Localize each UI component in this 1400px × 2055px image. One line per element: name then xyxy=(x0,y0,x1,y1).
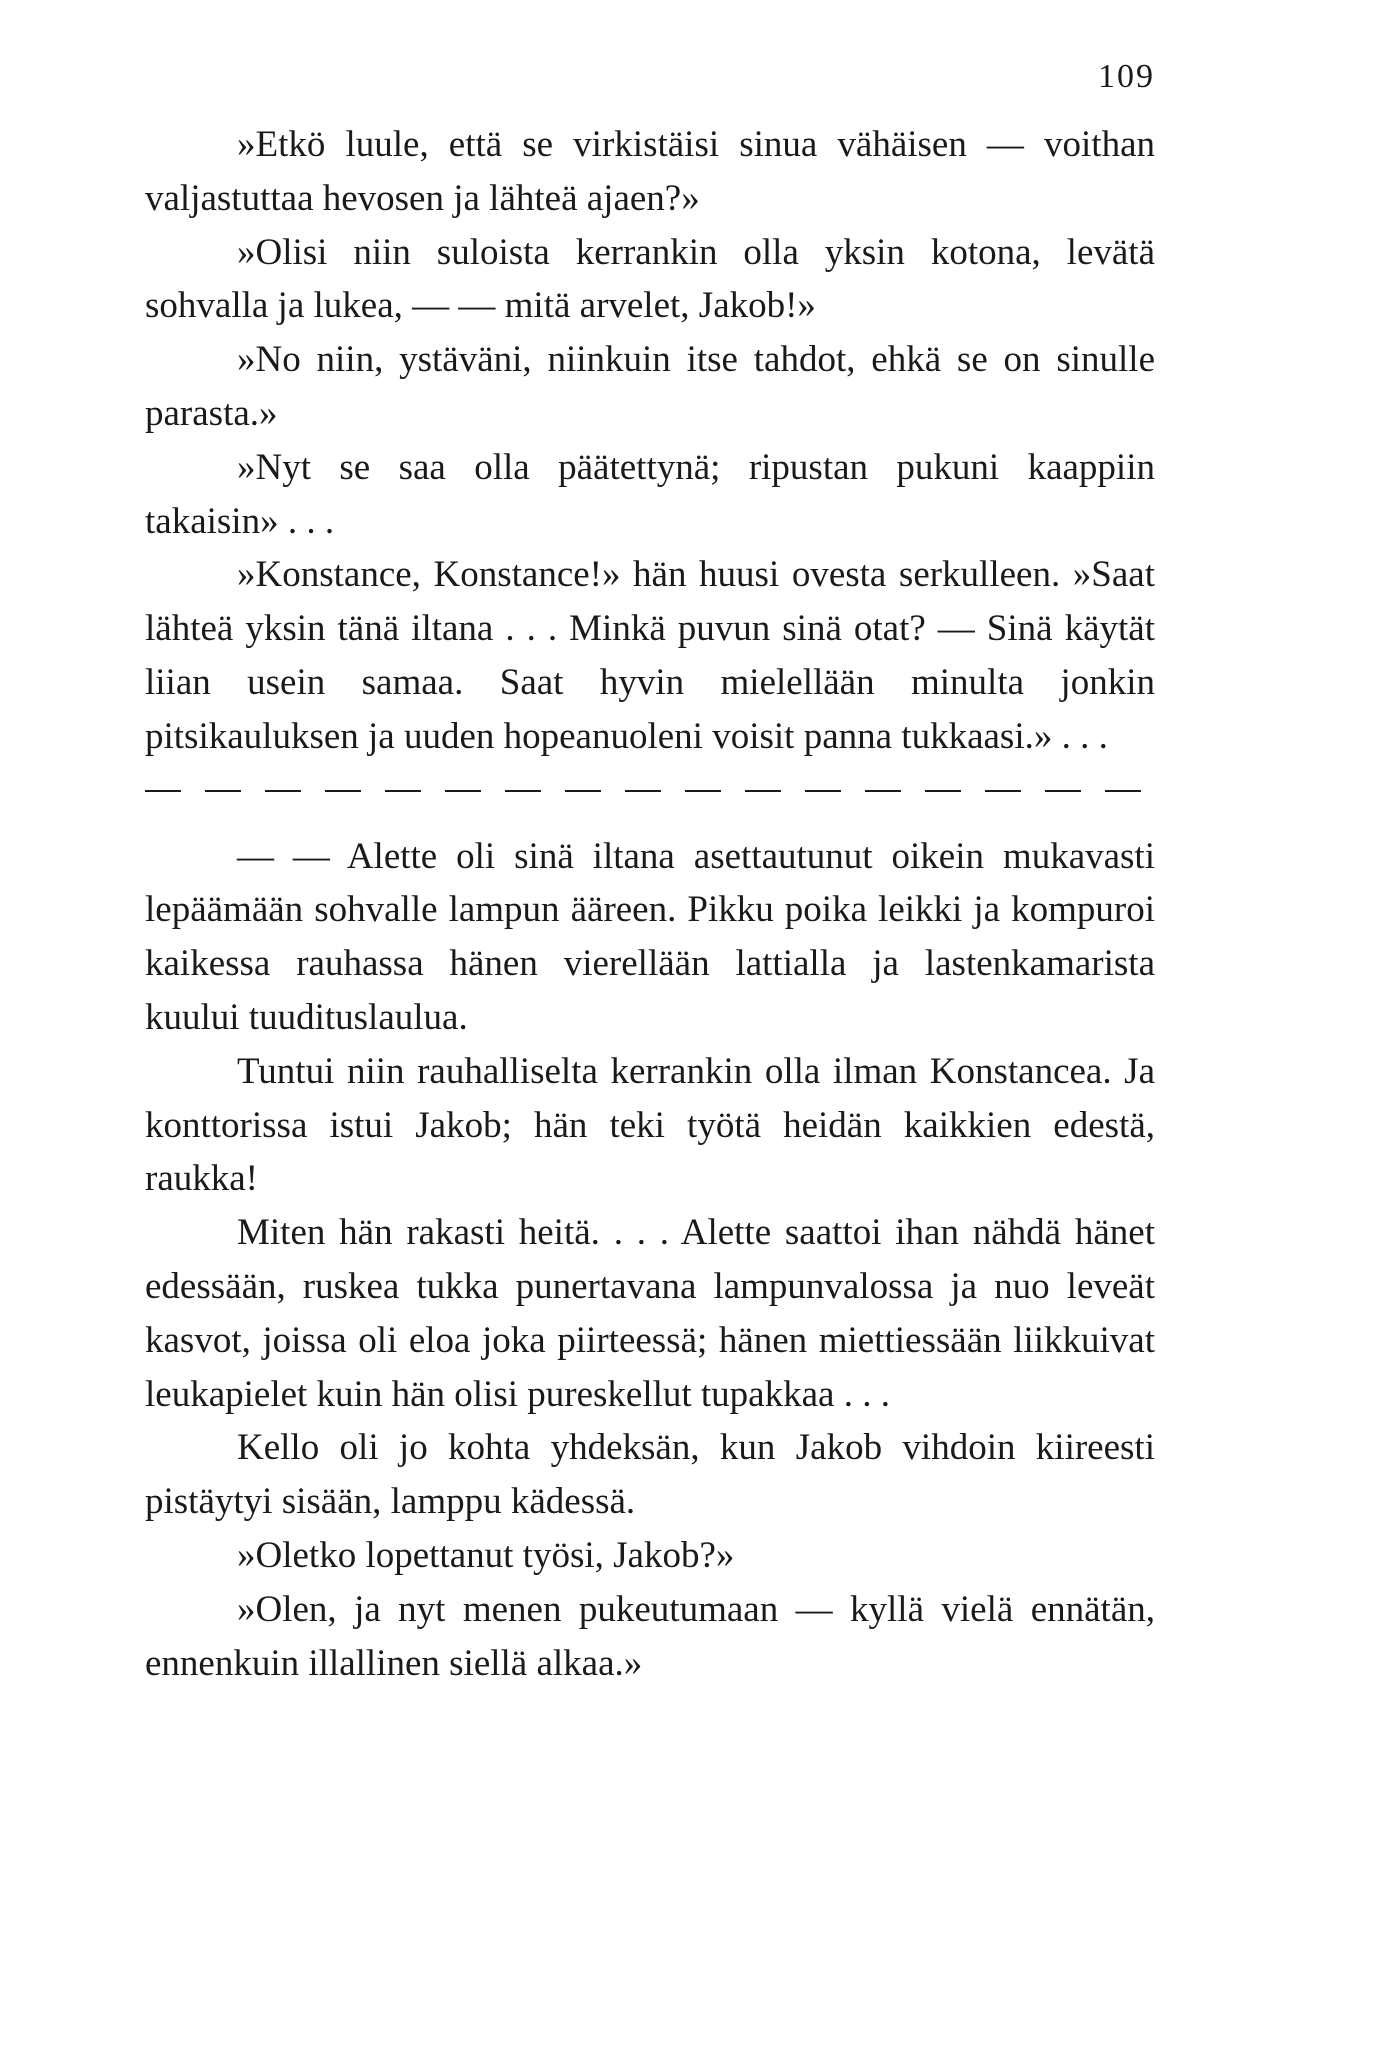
paragraph: Miten hän rakasti heitä. . . . Alette saattoi ihan nähdä hänet edessään, ruskea tukka punertavana lampunvalossa ja nuo leveät kasvot, joissa oli eloa joka piirteessä; hänen miettiessään liikkuivat leukapielet kuin hän olisi pureskellut tupakkaa . . . xyxy=(145,1212,1155,1415)
paragraph: »Olen, ja nyt menen pukeutumaan — kyllä vielä ennätän, ennenkuin illallinen siellä alkaa.» xyxy=(145,1588,1155,1684)
paragraph: — — Alette oli sinä iltana asettautunut oikein mukavasti lepäämään sohvalle lampun ääreen. Pikku poika leikki ja kompuroi kaikessa rauhassa hänen vierellään lattialla ja lastenkamarista kuului tuudituslaulua. xyxy=(145,835,1155,1038)
paragraph: »No niin, ystäväni, niinkuin itse tahdot, ehkä se on sinulle parasta.» xyxy=(145,339,1155,434)
page-number: 109 xyxy=(1098,58,1155,95)
paragraph: »Etkö luule, että se virkistäisi sinua vähäisen — voithan valjastuttaa hevosen ja lähteä ajaen?» xyxy=(145,124,1155,219)
paragraph: Kello oli jo kohta yhdeksän, kun Jakob vihdoin kiireesti pistäytyi sisään, lamppu kädessä. xyxy=(145,1427,1155,1523)
section-separator xyxy=(145,790,1155,792)
paragraph: »Oletko lopettanut työsi, Jakob?» xyxy=(237,1534,735,1576)
paragraph: »Nyt se saa olla päätettynä; ripustan pukuni kaappiin takaisin» . . . xyxy=(145,446,1155,542)
paragraph: »Olisi niin suloista kerrankin olla yksin kotona, levätä sohvalla ja lukea, — — mitä arvelet, Jakob!» xyxy=(145,231,1155,327)
paragraph: »Konstance, Konstance!» hän huusi ovesta serkulleen. »Saat lähteä yksin tänä iltana . . . Minkä puvun sinä otat? — Sinä käytät liian usein samaa. Saat hyvin mielellään minulta jonkin pitsikauluksen ja uuden hopeanuoleni voisit panna tukkaasi.» . . . xyxy=(145,554,1155,757)
book-page xyxy=(145,60,1155,1690)
paragraph: Tuntui niin rauhalliselta kerrankin olla ilman Konstancea. Ja konttorissa istui Jakob; hän teki työtä heidän kaikkien edestä, raukka! xyxy=(145,1050,1155,1200)
